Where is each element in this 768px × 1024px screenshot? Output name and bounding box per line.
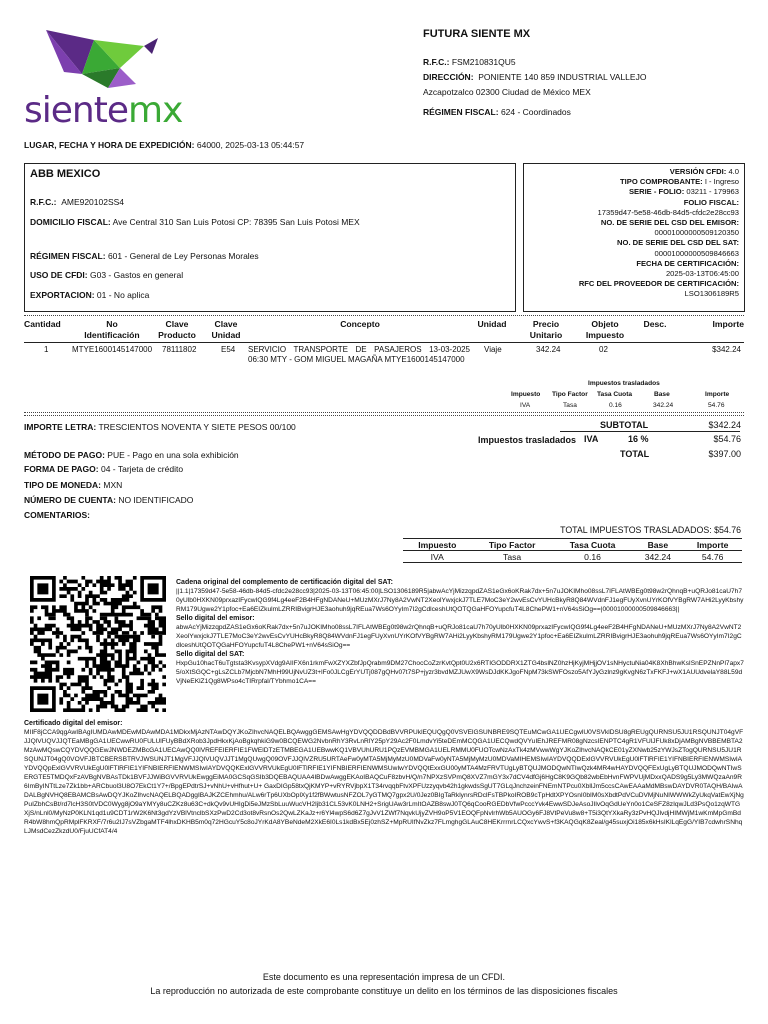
qr-modules [30, 576, 166, 712]
row-taxes-v-amount: 54.76 [708, 402, 725, 409]
col-header-id: No Identificación [84, 319, 140, 340]
row-taxes-title: Impuestos trasladados [588, 380, 660, 387]
col-header-qty: Cantidad [24, 319, 61, 329]
receiver-address: DOMICILIO FISCAL: Ave Central 310 San Luis Potosi CP: 78395 San Luis Potosi MEX [30, 217, 360, 227]
tax-summary-h-tax: Impuesto [403, 539, 472, 551]
company-logo [24, 28, 183, 132]
subtotal-label: SUBTOTAL [600, 420, 649, 430]
tax-summary-table [403, 538, 742, 563]
row-taxes-h-base: Base [654, 391, 670, 398]
tax-summary-h-rate: Tasa Cuota [553, 539, 633, 551]
tax-summary-title: TOTAL IMPUESTOS TRASLADADOS: $54.76 [560, 525, 741, 535]
certificate-block [24, 719, 744, 835]
certificate-label: Certificado digital del emisor: [24, 720, 123, 727]
col-header-concept: Concepto [340, 319, 380, 329]
cell-amount: $342.24 [712, 345, 741, 354]
taxes-label: Impuestos trasladados [478, 435, 577, 445]
cell-unit-key: E54 [221, 345, 236, 354]
cell-product-key: 78111802 [162, 345, 197, 354]
footer-line2: La reproducción no autorizada de este comprobante constituye un delito en los términos de las disposiciones fiscales [150, 986, 618, 996]
row-taxes-v-factor: Tasa [563, 402, 577, 409]
amount-in-letters: IMPORTE LETRA: TRESCIENTOS NOVENTA Y SIETE PESOS 00/100 [24, 422, 296, 432]
receiver-cfdi-use: USO DE CFDI: G03 - Gastos en general [30, 270, 184, 280]
payment-form: FORMA DE PAGO: 04 - Tarjeta de crédito [24, 464, 184, 474]
row-taxes-h-factor: Tipo Factor [552, 391, 588, 398]
cell-unit: Viaje [484, 345, 502, 354]
iva-value: $54.76 [713, 434, 741, 444]
logo-bird-icon [24, 28, 160, 98]
cell-qty: 1 [44, 345, 49, 354]
divider [24, 415, 744, 416]
total-value: $397.00 [708, 449, 741, 459]
cfdi-rfc-prov: LSO1306189R5 [684, 289, 739, 299]
col-header-price: Precio Unitario [529, 319, 563, 340]
cfdi-csd-emisor-label: NO. DE SERIE DEL CSD DEL EMISOR: [600, 218, 739, 228]
cfdi-cert-date: 2025-03-13T06:45:00 [665, 269, 739, 279]
cell-tax-object: 02 [599, 345, 608, 354]
tax-summary-h-amount: Importe [683, 539, 742, 551]
emisor-seal-value: abwAcYjMizzqpdZAS1eGx6oKRak7dx+5n7uJOKIMho08ssL7IFLAtWBEg0t98w2rQhnqB+uQRJo81caU7h70yUlb0HXKN09prxazIFycwIQG9f4Lg4eeF2B4HFgNDANeU+MUzMXrJ7Ny8A2VwNT2XeolYwxjckJ7TLE7MoC3eY2wvEsCvYUHcBkyR8Q84WVdnFJ1egFUyXvnUYrKOfVYBgRW7AHi2LyyKbshyRM179Ugwe2Y1pfoc+Ea6EIZkulmLZRRIBvigrHJE3aohuh9jqREua7Ws6OYyIm7I2gCdlceshUtQOTQGaHFOYupcfuT4L8ChePW1+nV64sSiOg== [176, 624, 742, 649]
row-taxes-v-base: 342.24 [653, 402, 674, 409]
cfdi-csd-sat-label: NO. DE SERIE DEL CSD DEL SAT: [617, 238, 739, 248]
col-header-amount: Importe [712, 319, 744, 329]
sat-seal-label: Sello digital del SAT: [176, 651, 245, 658]
col-header-unit: Unidad [477, 319, 507, 329]
tax-summary-v-base: 342.24 [632, 551, 683, 563]
receiver-regime: RÉGIMEN FISCAL: 601 - General de Ley Personas Morales [30, 251, 259, 261]
chain-value: ||1.1|17359d47-5e58-46db-84d5-cfdc2e28cc93|2025-03-13T06:45:00|LSO1306189R5|abwAcYjMizzqpdZAS1eGx6oKRak7dx+5n7uJOKIMho08ssL7IFLAtWBEg0t98w2rQhnqB+uQRJo81caU7h70yUlb0HXKN09prxazIFycwIQG9f4Lg4eeF2B4HFgNDANeU+MUzMXrJ7Ny8A2VwNT2XeolYwxjckJ7TLE7MoC3eY2wvEsCvYUHcBkyR8Q84WVdnFJ1egFUyXvnUYrKOfVYBgRW7AHi2LyyKbshyRM179Ugwe2Y1pfoc+Ea6EIZkulmLZRRIBvigrHJE3aohuh9jqREua7Ws6OYyIm7I2gCdlceshUtQOTQGaHFOYupcfuT4L8ChePW1+nV64sSiOg==|00001000000509846663|| [176, 588, 744, 613]
col-header-tax-object: Objeto Impuesto [585, 319, 625, 340]
row-taxes-v-tax: IVA [520, 402, 531, 409]
cfdi-series: SERIE - FOLIO: 03211 - 179963 [628, 187, 739, 197]
cfdi-info-box [523, 163, 745, 312]
cell-concept: SERVICIO TRANSPORTE DE PASAJEROS 13-03-2025 06:30 MTY - GOM MIGUEL MAGAÑA MTYE1600145147000 [248, 345, 470, 364]
tax-summary-v-amount: 54.76 [683, 551, 742, 563]
table-header-rule [24, 342, 744, 343]
seals-block [176, 578, 744, 714]
issuer-address-line2: Azcapotzalco 02300 Ciudad de México MEX [423, 87, 591, 97]
logo-wordmark: sientemx [24, 90, 183, 131]
tax-summary-h-factor: Tipo Factor [472, 539, 553, 551]
tax-summary-v-tax: IVA [403, 551, 472, 563]
cfdi-version: VERSIÓN CFDI: 4.0 [669, 167, 739, 176]
cfdi-csd-sat: 00001000000509846663 [654, 248, 739, 258]
tax-summary-h-base: Base [632, 539, 683, 551]
receiver-rfc: R.F.C.: AME920102SS4 [30, 197, 125, 207]
row-taxes-v-rate: 0.16 [609, 402, 622, 409]
tax-summary-v-rate: 0.16 [553, 551, 633, 563]
chain-label: Cadena original del complemento de certificación digital del SAT: [176, 579, 393, 586]
payment-method: MÉTODO DE PAGO: PUE - Pago en una sola exhibición [24, 450, 239, 460]
emisor-seal-label: Sello digital del emisor: [176, 615, 255, 622]
expedition-info: LUGAR, FECHA Y HORA DE EXPEDICIÓN: 64000, 2025-03-13 05:44:57 [24, 140, 305, 150]
currency: TIPO DE MONEDA: MXN [24, 480, 123, 490]
issuer-rfc: R.F.C.: FSM210831QU5 [423, 57, 516, 67]
total-label: TOTAL [620, 449, 650, 459]
cfdi-csd-emisor: 00001000000509120350 [654, 228, 739, 238]
row-taxes-h-amount: Importe [705, 391, 730, 398]
table-row [24, 345, 744, 385]
iva-label: IVA [584, 434, 599, 444]
receiver-export: EXPORTACION: 01 - No aplica [30, 290, 150, 300]
cfdi-cert-date-label: FECHA DE CERTIFICACIÓN: [636, 258, 739, 268]
sat-seal-value: HxpGu10hacT6uTgtsta3KvsypXVdg9AIIFX6n1rkmFwXZYXZbfJpQrabm9DM27ChocCoZzrKvtQpt0U2x6RTIGODDRX1ZTG4bslNZ0hzHjKyjMHjjOV1sNHyctuNia04K8XhBhwKsISnEPZNnPl7apx75/oXtSGQC+gLsZCLb7MjcbN7MhH99UjNvUZ3t+lFo0JLCgErYUTj087gQHv07t7SP+jyzr3bvdMZJUwX9WsDJdKKJgoFNpM73kSWFOszo5AfYJyGzlnz9gKvgN6zTxFKFJ+wX1AUUdvelaY88L59dVjNeEKlZ1Qg8WPso4cTIRrpfal/TYbhmo1CA== [176, 660, 744, 685]
footer-line1: Este documento es una representación impresa de un CFDI. [262, 972, 506, 982]
cell-price: 342.24 [536, 345, 561, 354]
cell-id: MTYE1600145147000 [72, 345, 153, 354]
receiver-box [24, 163, 516, 312]
account-number: NÚMERO DE CUENTA: NO IDENTIFICADO [24, 495, 194, 505]
qr-code-icon [30, 576, 166, 712]
subtotal-rule [560, 431, 740, 432]
divider [24, 412, 744, 413]
issuer-address: DIRECCIÓN: PONIENTE 140 859 INDUSTRIAL VALLEJO [423, 72, 647, 82]
receiver-name: ABB MEXICO [30, 168, 101, 180]
col-header-product-key: Clave Producto [158, 319, 196, 340]
issuer-name: FUTURA SIENTE MX [423, 28, 531, 40]
certificate-value: MIIF8jCCA9qgAwIBAgIUMDAwMDEwMDAwMDA1MDkxMjAzNTAwDQYJKoZIhvcNAQELBQAwggGEMSAwHgYDVQQDDBdBVVRPUklEQUQgQ0VSVElGSUNBRE9SQTEuMCwGA1UECgwlU0VSVklDSU8gREUgQURNSU5JU1RSQUNJT04gVFJJQlVUQVJJQTEaMBgGA1UECwwRU0FULUlFUyBBdXRob3JpdHkxKjAoBgkqhkiG9w0BCQEWG2NvbnRhY3RvLnRlY25pY29Ac2F0LmdvYi5teDEmMCQGA1UECQwdQVYuIEhJREFMR08gNzcsIENPTC4gR1VFUlJFUk8xDjAMBgNVBBEMBTA2MzAwMQswCQYDVQQGEwJNWDEZMBcGA1UECAwQQ0lVREFEIERFIE1FWElDTzETMBEGA1UEBwwKQ1VBVUhURU1PQzEVMBMGA1UELRMMU0FUOTcwNzAxTk4zMVwwWgYJKoZIhvcNAQkCE01yZXNwb25zYWJsZTogQURNSU5JU1RSQUNJT04gQ0VOVFJBTCBERSBTRVJWSUNJT1MgVFJJQlVUQVJJT1MgQUwgQ09OVFJJQlVZRU5URTAeFw0yMTA5MjMyMzU0MDVaFw0yNTA5MjMyMzU0MDVaMIHEMSIwIAYDVQQDExlGVVRVUkEgU0lFTlRFIE1YIFNBIERFIENWMSIwIAYDVQQpExlGVVRVUkEgU0lFTlRFIE1YIFNBIERFIENWMSIwIAYDVQQKExlGVVRVUkEgU0lFTlRFIE1YIFNBIERFIENWMSUwIwYDVQQtExxGU00yMTA4MzFRVTUgLyBTQUJMODQwNTIwQzk4MR4wHAYDVQQFExUgLyBTQUJMODQwNTIwSERGTE5TMDQxFzAVBgNVBAsTDk1BVFJJWiBGVVRVUkEwggEiMA0GCSqGSIb3DQEBAQUAA4IBDwAwggEKAoIBAQCuF8zbvH/Q/n7NPXzSVPmQ8XVZ7mGY3x7dCV4dfGj6HgC8K9GQb82wbEbHvnFWPVUjMDxxQADS9g5Ly3MWQzaAn9R6ImByINTtLze7Zk1bb+ARCbuol3U8O7EkCt1Y7+/BpgEPdtrSJ+vNhU+vHfhut+U+ GaxDIGp58txQjKMYP+vRYRVjbpX1T34rvqqbFtvXPFUzzyqvb42h1gkwdsSgUT7GLqJnchzeinFNEmNTPcu0XbllJm5ccsCAwEAAaMdMBswDAYDVR0TAQH/BAIwADALBgNVHQ8EBAMCBsAwDQYJKoZIhvcNAQELBQADggIBAJKZCEhmhu/ALw6rTp6UXbOplXy1f2fBWwtusNFZOL7yGTMQ7gpx2U/0Jez0BIgTaRklynrsRDclFsTBPkoIROB9cTpHdtXPYOsnI0bIM0sXbdtPdVCuDVMjNuNIWWWkZyUkqVatEwXjNgPuIZbhCsBt/rd7lcH3S0tVDC0Wyg8jO9aYMYy8uCZKz8u63C+dkQv9vUHIgDi5eJMzSbLuuWucVH2Ijb31CL53vK0LNH2+SrigUAw3rLmItOAZB8swJ0TQ6qCooRGEDbVfwPcccYvk4EwwSDJeAsoJIlvOqGdUeYn0o1CeSFZ8zIqwJLd3PsQo1zqWTGXjS/nLnl0/MyNzP0KLN1qd1u9CDT1rW2K6Nt3gdYzVBlVtnclbSXzPwD2Cd3ot8vRsnOs2QwLZKaJz+r6Yl4wpS6d6Z7gJvV1ZWf7NqvkUjyZVH9oP5V1EOQFpNvlrhWb5AUOGy6FJ8VtPeVu8w8+T5i3QtYXkaRy3zPvHQJlvdjHIMWjM1wKmMpGmBdR4bW8hmQpRMplFKRXF/7r6u2IJ7sVZbgaMTF4lhxDKHB5m0q72HGcuY5c8oJYrKdA8YBeNdeM2XkE6I0Ls1kdBx5Ej0zhSZ+MpRUIfNvZkz7FLmghgGLAuC8HEKrrrnrLCQxcYwvS+f3KAQGqK8Zeal/g45suxjOi185x6kHsIKlLqEgG/YIB7cdwhrSNhqLJMsdCezZkzdU0/FjuUCfAT4/4 [24, 729, 744, 835]
cfdi-type: TIPO COMPROBANTE: I - Ingreso [620, 177, 739, 187]
iva-rate: 16 % [628, 434, 649, 444]
cfdi-folio-label: FOLIO FISCAL: [683, 197, 739, 207]
cfdi-folio: 17359d47-5e58-46db-84d5-cfdc2e28cc93 [597, 207, 739, 217]
col-header-unit-key: Clave Unidad [211, 319, 241, 340]
row-taxes-h-tax: Impuesto [511, 391, 541, 398]
tax-summary-v-factor: Tasa [472, 551, 553, 563]
col-header-discount: Desc. [643, 319, 667, 329]
issuer-regime: RÉGIMEN FISCAL: 624 - Coordinados [423, 107, 571, 117]
comments-label: COMENTARIOS: [24, 510, 90, 520]
row-taxes-h-rate: Tasa Cuota [597, 391, 633, 398]
divider [24, 315, 744, 316]
cfdi-rfc-prov-label: RFC DEL PROVEEDOR DE CERTIFICACIÓN: [578, 279, 739, 289]
subtotal-value: $342.24 [708, 420, 741, 430]
